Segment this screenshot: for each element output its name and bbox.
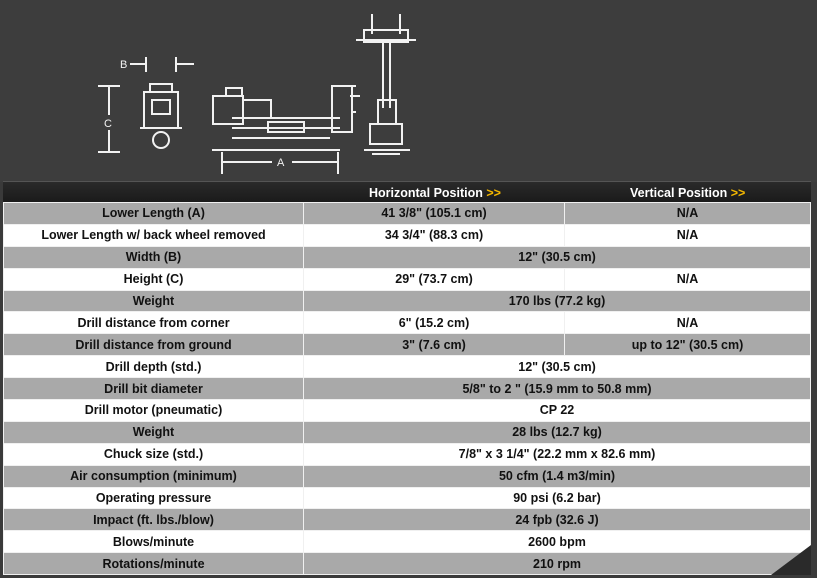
corner-decoration [751, 545, 811, 575]
row-label: Lower Length (A) [4, 203, 304, 225]
table-row [4, 400, 811, 422]
table-row [4, 487, 811, 509]
specs-panel [3, 181, 811, 575]
header-horizontal-arrow: >> [486, 186, 501, 200]
table-row [4, 312, 811, 334]
diagram-area [0, 0, 817, 182]
row-value-horizontal: 29" (73.7 cm) [304, 268, 565, 290]
table-row [4, 290, 811, 312]
row-value-both: 90 psi (6.2 bar) [304, 487, 811, 509]
row-value-both: 170 lbs (77.2 kg) [304, 290, 811, 312]
row-value-vertical: N/A [565, 203, 811, 225]
table-row [4, 421, 811, 443]
row-label: Blows/minute [4, 531, 304, 553]
row-label: Weight [4, 421, 304, 443]
row-value-both: 50 cfm (1.4 m3/min) [304, 465, 811, 487]
row-label: Drill depth (std.) [4, 356, 304, 378]
row-label: Air consumption (minimum) [4, 465, 304, 487]
table-row [4, 443, 811, 465]
drill-rig-line-drawing [0, 0, 817, 182]
row-label: Impact (ft. lbs./blow) [4, 509, 304, 531]
row-label: Width (B) [4, 246, 304, 268]
row-label: Drill bit diameter [4, 378, 304, 400]
table-header [3, 181, 811, 203]
row-value-horizontal: 3" (7.6 cm) [304, 334, 565, 356]
table-row [4, 553, 811, 575]
row-value-both: 2600 bpm [304, 531, 811, 553]
table-row [4, 378, 811, 400]
label-a: A [277, 157, 285, 169]
specs-table [3, 202, 811, 575]
header-vertical [630, 186, 745, 200]
header-vertical-label: Vertical Position [630, 186, 728, 200]
row-value-both: 7/8" x 3 1/4" (22.2 mm x 82.6 mm) [304, 443, 811, 465]
row-value-both: 5/8" to 2 " (15.9 mm to 50.8 mm) [304, 378, 811, 400]
label-c: C [104, 118, 112, 130]
header-horizontal-label: Horizontal Position [369, 186, 483, 200]
table-row [4, 465, 811, 487]
label-b: B [120, 59, 128, 71]
row-value-vertical: N/A [565, 224, 811, 246]
row-label: Operating pressure [4, 487, 304, 509]
table-row [4, 356, 811, 378]
row-value-horizontal: 34 3/4" (88.3 cm) [304, 224, 565, 246]
row-label: Drill distance from corner [4, 312, 304, 334]
row-value-vertical: up to 12" (30.5 cm) [565, 334, 811, 356]
row-value-vertical: N/A [565, 268, 811, 290]
row-label: Height (C) [4, 268, 304, 290]
row-label: Rotations/minute [4, 553, 304, 575]
row-value-both: 28 lbs (12.7 kg) [304, 421, 811, 443]
row-label: Weight [4, 290, 304, 312]
row-value-horizontal: 6" (15.2 cm) [304, 312, 565, 334]
table-row [4, 531, 811, 553]
header-horizontal [369, 186, 501, 200]
table-row [4, 203, 811, 225]
row-value-both: 24 fpb (32.6 J) [304, 509, 811, 531]
row-value-horizontal: 41 3/8" (105.1 cm) [304, 203, 565, 225]
row-label: Drill distance from ground [4, 334, 304, 356]
table-row [4, 334, 811, 356]
row-value-vertical: N/A [565, 312, 811, 334]
row-value-both: 12" (30.5 cm) [304, 246, 811, 268]
table-row [4, 246, 811, 268]
row-label: Drill motor (pneumatic) [4, 400, 304, 422]
row-value-both: 12" (30.5 cm) [304, 356, 811, 378]
row-value-both: 210 rpm [304, 553, 811, 575]
table-row [4, 268, 811, 290]
row-label: Chuck size (std.) [4, 443, 304, 465]
row-label: Lower Length w/ back wheel removed [4, 224, 304, 246]
table-row [4, 509, 811, 531]
row-value-both: CP 22 [304, 400, 811, 422]
table-row [4, 224, 811, 246]
header-vertical-arrow: >> [730, 186, 746, 200]
